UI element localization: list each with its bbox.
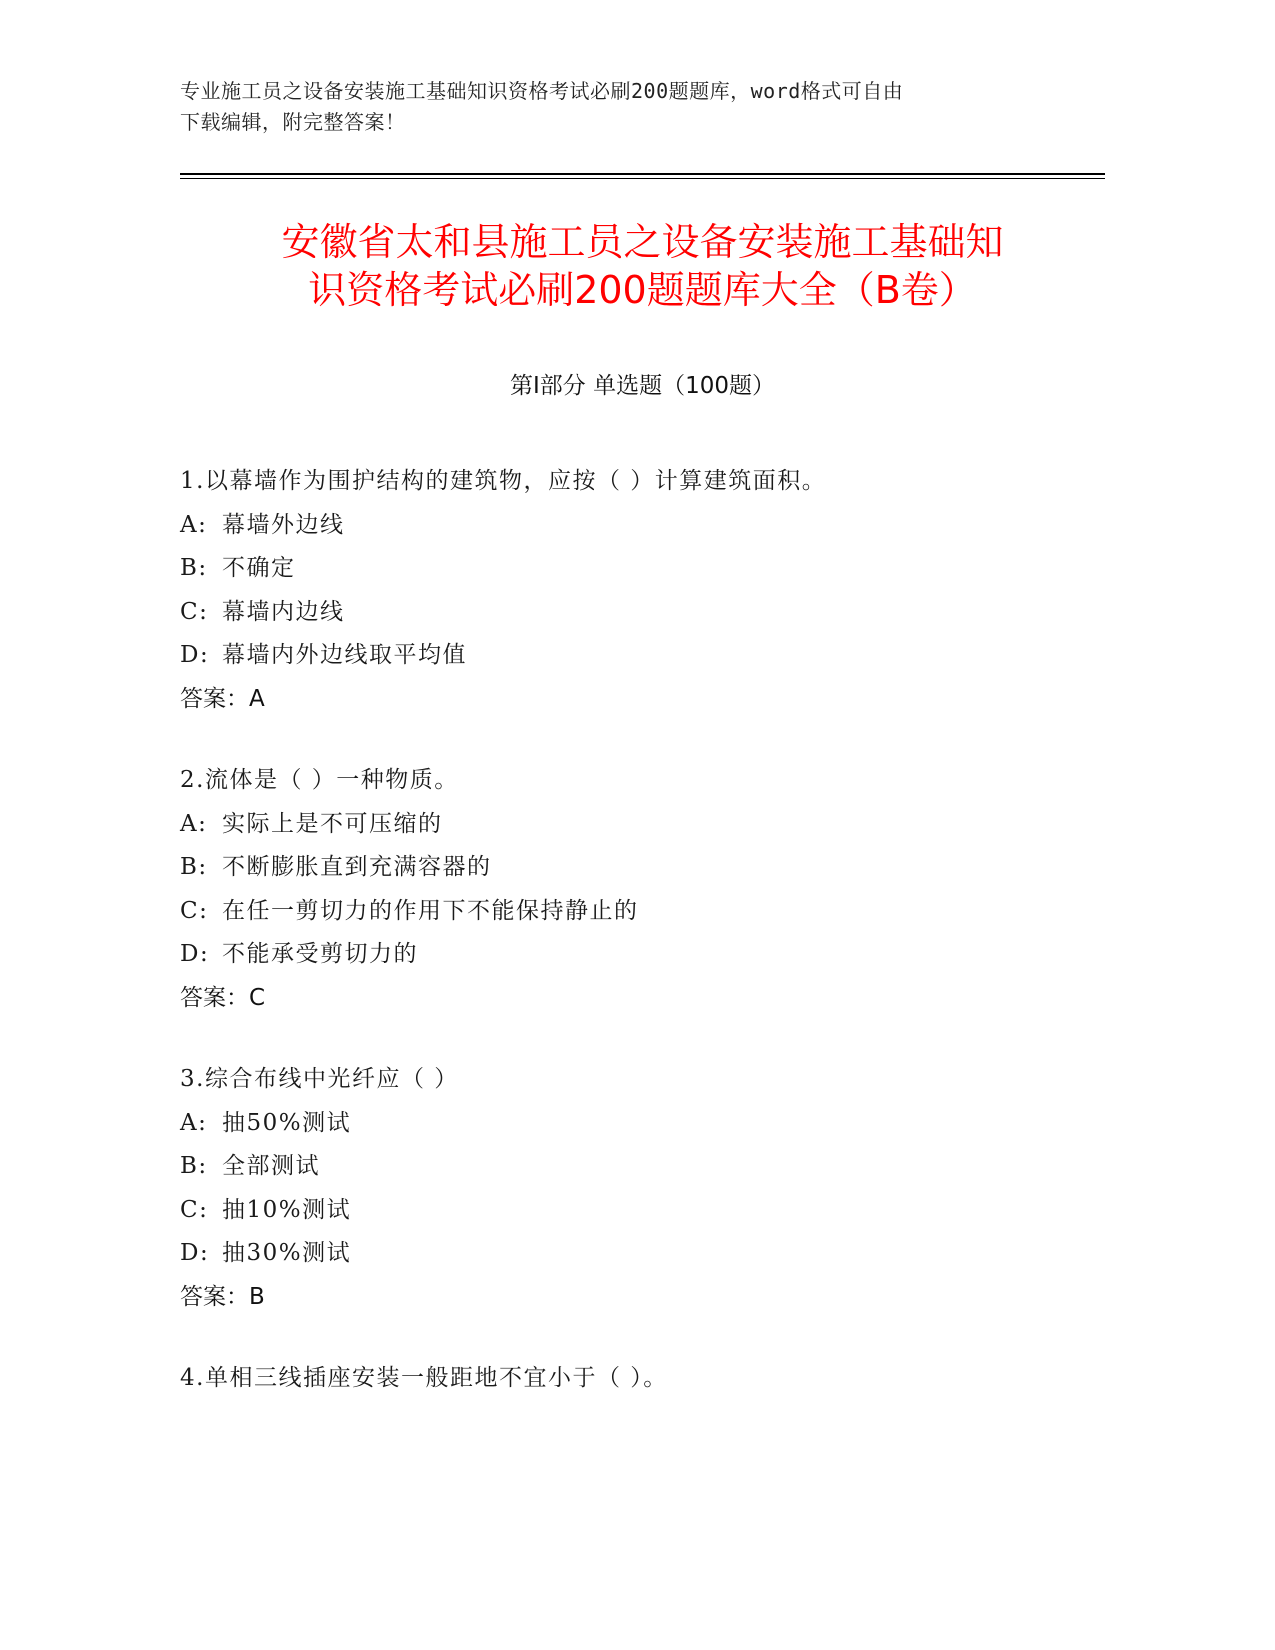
question-option bbox=[180, 933, 1105, 977]
question-answer: 答案：C bbox=[180, 984, 266, 1011]
question-option bbox=[180, 504, 1105, 548]
question-item bbox=[180, 1357, 1105, 1401]
header-divider-thick bbox=[180, 173, 1105, 175]
question-option bbox=[180, 591, 1105, 635]
option-text: 不确定 bbox=[222, 555, 296, 581]
question-stem: 3.综合布线中光纤应（ ） bbox=[180, 1066, 459, 1092]
option-text: 实际上是不可压缩的 bbox=[222, 810, 443, 837]
option-text: 在任一剪切力的作用下不能保持静止的 bbox=[222, 897, 639, 924]
header-note bbox=[180, 76, 1060, 138]
question-stem: 1.以幕墙作为围护结构的建筑物，应按（ ）计算建筑面积。 bbox=[180, 468, 827, 494]
option-letter: B: bbox=[180, 1153, 208, 1179]
question-item bbox=[180, 759, 1105, 1020]
document-title bbox=[180, 218, 1105, 314]
question-answer: 答案：B bbox=[180, 1283, 265, 1310]
question-list bbox=[180, 460, 1105, 1439]
question-item bbox=[180, 1058, 1105, 1319]
option-text: 不断膨胀直到充满容器的 bbox=[222, 854, 492, 880]
option-letter: B: bbox=[180, 854, 208, 880]
question-option bbox=[180, 890, 1105, 934]
option-text: 抽30%测试 bbox=[222, 1240, 352, 1266]
header-divider-thin bbox=[180, 178, 1105, 179]
option-letter: C: bbox=[180, 598, 209, 625]
question-option bbox=[180, 846, 1105, 890]
option-text: 抽10%测试 bbox=[222, 1196, 352, 1223]
document-title-line-2: 识资格考试必刷200题题库大全（B卷） bbox=[308, 268, 977, 312]
question-option bbox=[180, 803, 1105, 847]
question-answer: 答案：A bbox=[180, 685, 265, 712]
header-note-line-1: 专业施工员之设备安装施工基础知识资格考试必刷200题题库，word格式可自由 bbox=[180, 79, 904, 103]
section-heading: 第Ⅰ部分 单选题（100题） bbox=[510, 373, 775, 399]
option-letter: A: bbox=[180, 810, 208, 837]
option-letter: C: bbox=[180, 1196, 209, 1223]
question-item bbox=[180, 460, 1105, 721]
question-option bbox=[180, 634, 1105, 678]
question-option bbox=[180, 1102, 1105, 1146]
question-option bbox=[180, 1145, 1105, 1189]
question-stem: 4.单相三线插座安装一般距地不宜小于（ ）。 bbox=[180, 1365, 668, 1391]
option-text: 幕墙外边线 bbox=[222, 511, 345, 538]
question-option bbox=[180, 1189, 1105, 1233]
option-text: 幕墙内边线 bbox=[222, 598, 345, 625]
option-text: 幕墙内外边线取平均值 bbox=[222, 642, 467, 668]
document-title-line-1: 安徽省太和县施工员之设备安装施工基础知 bbox=[281, 220, 1004, 264]
option-text: 抽50%测试 bbox=[222, 1109, 352, 1136]
question-stem: 2.流体是（ ）一种物质。 bbox=[180, 767, 459, 793]
option-letter: A: bbox=[180, 1109, 208, 1136]
header-note-line-2: 下载编辑，附完整答案！ bbox=[180, 110, 406, 134]
option-letter: D: bbox=[180, 642, 210, 668]
option-text: 全部测试 bbox=[222, 1153, 320, 1179]
question-option bbox=[180, 547, 1105, 591]
question-option bbox=[180, 1232, 1105, 1276]
option-text: 不能承受剪切力的 bbox=[222, 941, 418, 967]
option-letter: C: bbox=[180, 897, 209, 924]
option-letter: B: bbox=[180, 555, 208, 581]
option-letter: D: bbox=[180, 1240, 210, 1266]
option-letter: A: bbox=[180, 511, 208, 538]
option-letter: D: bbox=[180, 941, 210, 967]
